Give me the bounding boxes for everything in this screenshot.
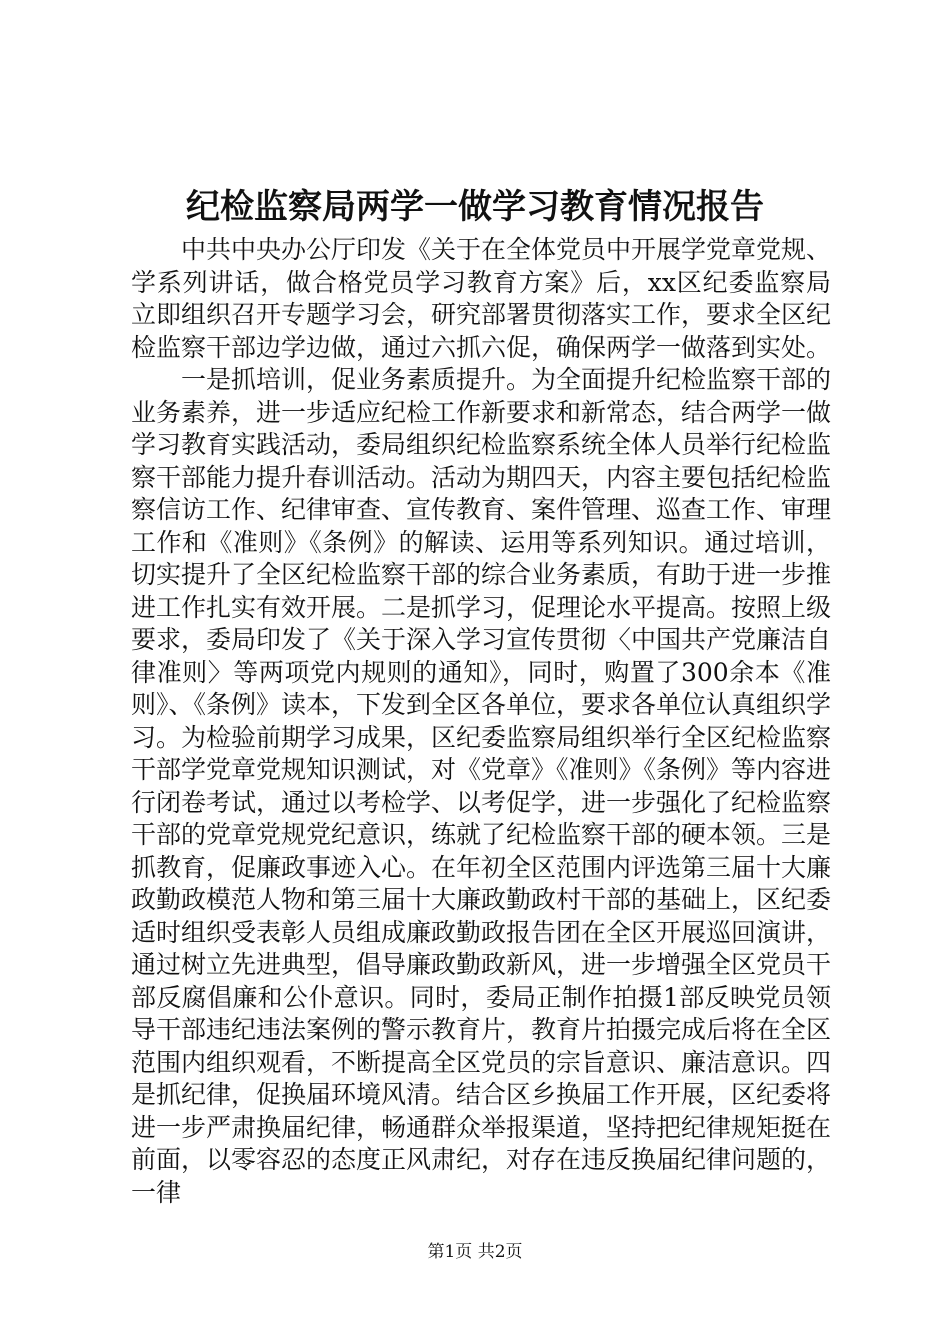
document-body [131,234,831,1209]
paragraph-main: 一是抓培训，促业务素质提升。为全面提升纪检监察干部的业务素养，进一步适应纪检工作新要求和新常态，结合两学一做学习教育实践活动，委局组织纪检监察系统全体人员举行纪检监察干部能力提升春训活动。活动为期四天，内容主要包括纪检监察信访工作、纪律审查、宣传教育、案件管理、巡查工作、审理工作和《准则》《条例》的解读、运用等系列知识。通过培训，切实提升了全区纪检监察干部的综合业务素质，有助于进一步推进工作扎实有效开展。二是抓学习，促理论水平提高。按照上级要求，委局印发了《关于深入学习宣传贯彻〈中国共产党廉洁自律准则〉等两项党内规则的通知》，同时，购置了300余本《准则》、《条例》读本，下发到全区各单位，要求各单位认真组织学习。为检验前期学习成果，区纪委监察局组织举行全区纪检监察干部学党章党规知识测试，对《党章》《准则》《条例》等内容进行闭卷考试，通过以考检学、以考促学，进一步强化了纪检监察干部的党章党规党纪意识，练就了纪检监察干部的硬本领。三是抓教育，促廉政事迹入心。在年初全区范围内评选第三届十大廉政勤政模范人物和第三届十大廉政勤政村干部的基础上，区纪委适时组织受表彰人员组成廉政勤政报告团在全区开展巡回演讲，通过树立先进典型，倡导廉政勤政新风，进一步增强全区党员干部反腐倡廉和公仆意识。同时，委局正制作拍摄1部反映党员领导干部违纪违法案例的警示教育片，教育片拍摄完成后将在全区范围内组织观看，不断提高全区党员的宗旨意识、廉洁意识。四是抓纪律，促换届环境风清。结合区乡换届工作开展，区纪委将进一步严肃换届纪律，畅通群众举报渠道，坚持把纪律规矩挺在前面，以零容忍的态度正风肃纪，对存在违反换届纪律问题的，一律 [131,365,832,1207]
paragraph-intro: 中共中央办公厅印发《关于在全体党员中开展学党章党规、学系列讲话，做合格党员学习教育方案》后，xx区纪委监察局立即组织召开专题学习会，研究部署贯彻落实工作，要求全区纪检监察干部边学边做，通过六抓六促，确保两学一做落到实处。 [131,235,832,362]
page-number: 第1页 [427,1242,473,1262]
document-title: 纪检监察局两学一做学习教育情况报告 [186,187,764,227]
page-footer [0,1240,950,1264]
page-total: 共2页 [477,1242,523,1262]
